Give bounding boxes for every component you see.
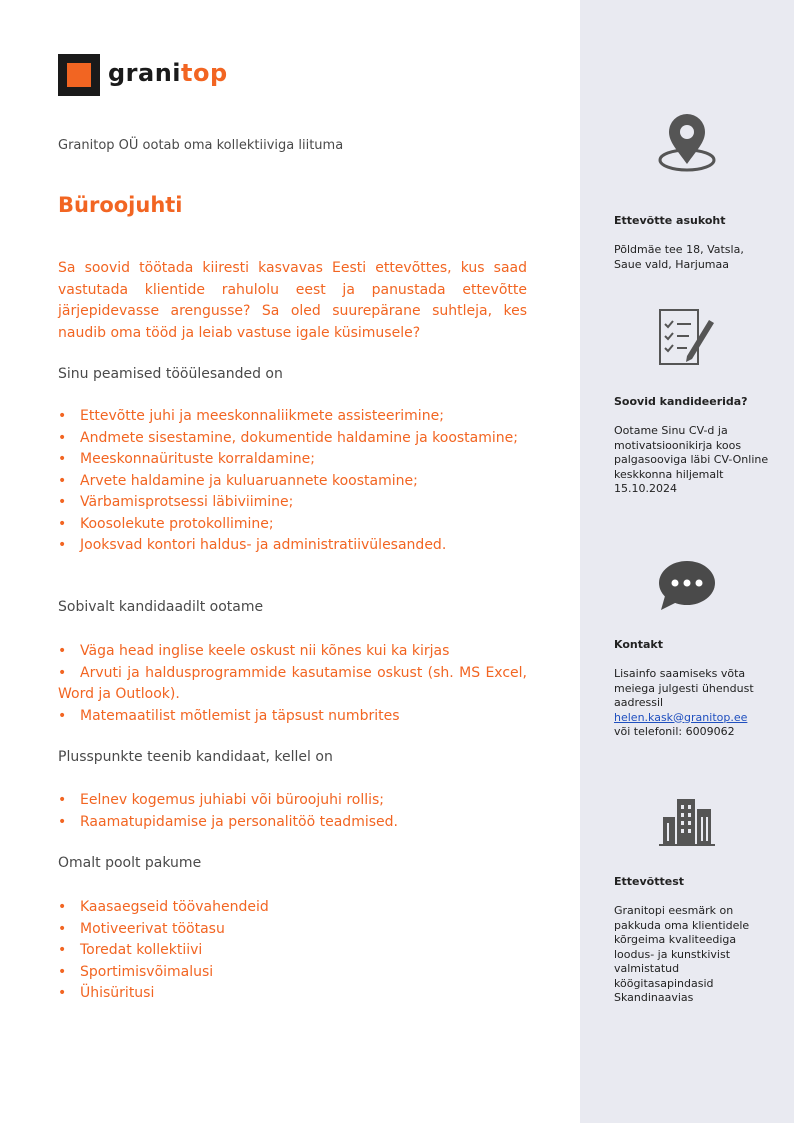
contact-heading: Kontakt bbox=[614, 638, 663, 651]
bullet-icon: • bbox=[58, 537, 67, 553]
list-item bbox=[58, 471, 527, 493]
list-item-text: Motiveerivat töötasu bbox=[80, 920, 225, 937]
offer-heading: Omalt poolt pakume bbox=[58, 855, 202, 871]
bullet-icon: • bbox=[58, 813, 67, 830]
lead-paragraph: Sa soovid töötada kiiresti kasvavas Eesti ettevõttes, kus saad vastutada klientide rahulolu eest ja panustada ettevõtte järjepidevasse arengusse? Sa oled suurepärane suhtleja, kes naudib oma tööd ja leiab vastuse igale küsimusele? bbox=[58, 260, 527, 341]
list-item-text: Sportimisvõimalusi bbox=[80, 963, 214, 980]
bullet-icon: • bbox=[58, 429, 67, 446]
list-item bbox=[58, 962, 527, 984]
list-item-text: Eelnev kogemus juhiabi või büroojuhi rollis; bbox=[80, 792, 385, 808]
list-item bbox=[58, 919, 527, 941]
bullet-icon: • bbox=[58, 920, 67, 937]
bullet-icon: • bbox=[58, 899, 67, 915]
location-heading: Ettevõtte asukoht bbox=[614, 214, 726, 227]
company-text: Granitopi eesmärk on pakkuda oma klientidele kõrgeima kvaliteediga loodus- ja kunstkivist valmistatud köögitasapindasid Skandinaavias bbox=[614, 904, 750, 1004]
list-item bbox=[58, 790, 527, 812]
buildings-icon bbox=[580, 793, 794, 847]
list-item bbox=[58, 492, 527, 514]
logo-mark-icon bbox=[58, 54, 100, 96]
location-pin-icon bbox=[580, 112, 794, 174]
bullet-icon: • bbox=[58, 792, 67, 808]
list-item-text: Koosolekute protokollimine; bbox=[80, 515, 274, 532]
list-item-text: Värbamisprotsessi läbiviimine; bbox=[80, 494, 294, 510]
offer-list bbox=[58, 897, 527, 1005]
requirements-list bbox=[58, 641, 527, 727]
list-item bbox=[58, 897, 527, 919]
bullet-icon: • bbox=[58, 942, 67, 958]
job-title: Büroojuhti bbox=[58, 193, 183, 217]
list-item bbox=[58, 449, 527, 471]
list-item-text: Arvuti ja haldusprogrammide kasutamise oskust (sh. MS Excel, Word ja Outlook). bbox=[58, 664, 527, 702]
list-item bbox=[58, 940, 527, 962]
bonus-list bbox=[58, 790, 527, 833]
bullet-icon: • bbox=[58, 515, 67, 532]
list-item bbox=[58, 428, 527, 450]
list-item bbox=[58, 663, 527, 706]
requirements-heading: Sobivalt kandidaadilt ootame bbox=[58, 599, 264, 615]
bullet-icon: • bbox=[58, 472, 67, 489]
list-item bbox=[58, 706, 527, 728]
duties-list bbox=[58, 406, 527, 557]
bonus-heading: Plusspunkte teenib kandidaat, kellel on bbox=[58, 749, 333, 765]
list-item-text: Jooksvad kontori haldus- ja administratiivülesanded. bbox=[80, 537, 447, 553]
apply-heading: Soovid kandideerida? bbox=[614, 395, 748, 408]
bullet-icon: • bbox=[58, 643, 67, 659]
bullet-icon: • bbox=[58, 963, 67, 980]
bullet-icon: • bbox=[58, 451, 67, 467]
list-item bbox=[58, 983, 527, 1005]
list-item bbox=[58, 406, 527, 428]
list-item-text: Ühisüritusi bbox=[80, 985, 155, 1001]
list-item-text: Matemaatilist mõtlemist ja täpsust numbrites bbox=[80, 707, 400, 724]
list-item-text: Raamatupidamise ja personalitöö teadmised. bbox=[80, 813, 398, 830]
duties-heading: Sinu peamised tööülesanded on bbox=[58, 366, 283, 382]
list-item-text: Ettevõtte juhi ja meeskonnaliikmete assisteerimine; bbox=[80, 408, 444, 424]
bullet-icon: • bbox=[58, 707, 67, 724]
logo-wordmark: granitop bbox=[108, 59, 228, 87]
list-item bbox=[58, 514, 527, 536]
bullet-icon: • bbox=[58, 494, 67, 510]
list-item-text: Arvete haldamine ja kuluaruannete koostamine; bbox=[80, 472, 418, 489]
company-heading: Ettevõttest bbox=[614, 875, 685, 888]
bullet-icon: • bbox=[58, 985, 67, 1001]
list-item-text: Meeskonnaürituste korraldamine; bbox=[80, 451, 315, 467]
bullet-icon: • bbox=[58, 408, 67, 424]
list-item bbox=[58, 812, 527, 834]
list-item-text: Andmete sisestamine, dokumentide haldamine ja koostamine; bbox=[80, 429, 518, 446]
sidebar bbox=[580, 0, 794, 1123]
contact-text: Lisainfo saamiseks võta meiega julgesti ühendust aadressil helen.kask@granitop.ee või telefonil: 6009062 bbox=[614, 667, 754, 738]
contact-email-link[interactable]: helen.kask@granitop.ee bbox=[614, 710, 748, 724]
list-item-text: Kaasaegseid töövahendeid bbox=[80, 899, 269, 915]
bullet-icon: • bbox=[58, 664, 67, 681]
list-item bbox=[58, 535, 527, 557]
list-item-text: Toredat kollektiivi bbox=[80, 942, 203, 958]
company-logo bbox=[58, 54, 228, 96]
location-text: Põldmäe tee 18, Vatsla, Saue vald, Harjumaa bbox=[614, 243, 744, 271]
list-item-text: Väga head inglise keele oskust nii kõnes kui ka kirjas bbox=[80, 643, 450, 659]
list-item bbox=[58, 641, 527, 663]
chat-bubble-icon bbox=[580, 560, 794, 612]
apply-text: Ootame Sinu CV-d ja motivatsioonikirja koos palgasooviga läbi CV-Online keskkonna hiljemalt 15.10.2024 bbox=[614, 424, 769, 495]
document-pen-icon bbox=[580, 306, 794, 368]
intro-text: Granitop OÜ ootab oma kollektiiviga liituma bbox=[58, 138, 344, 153]
